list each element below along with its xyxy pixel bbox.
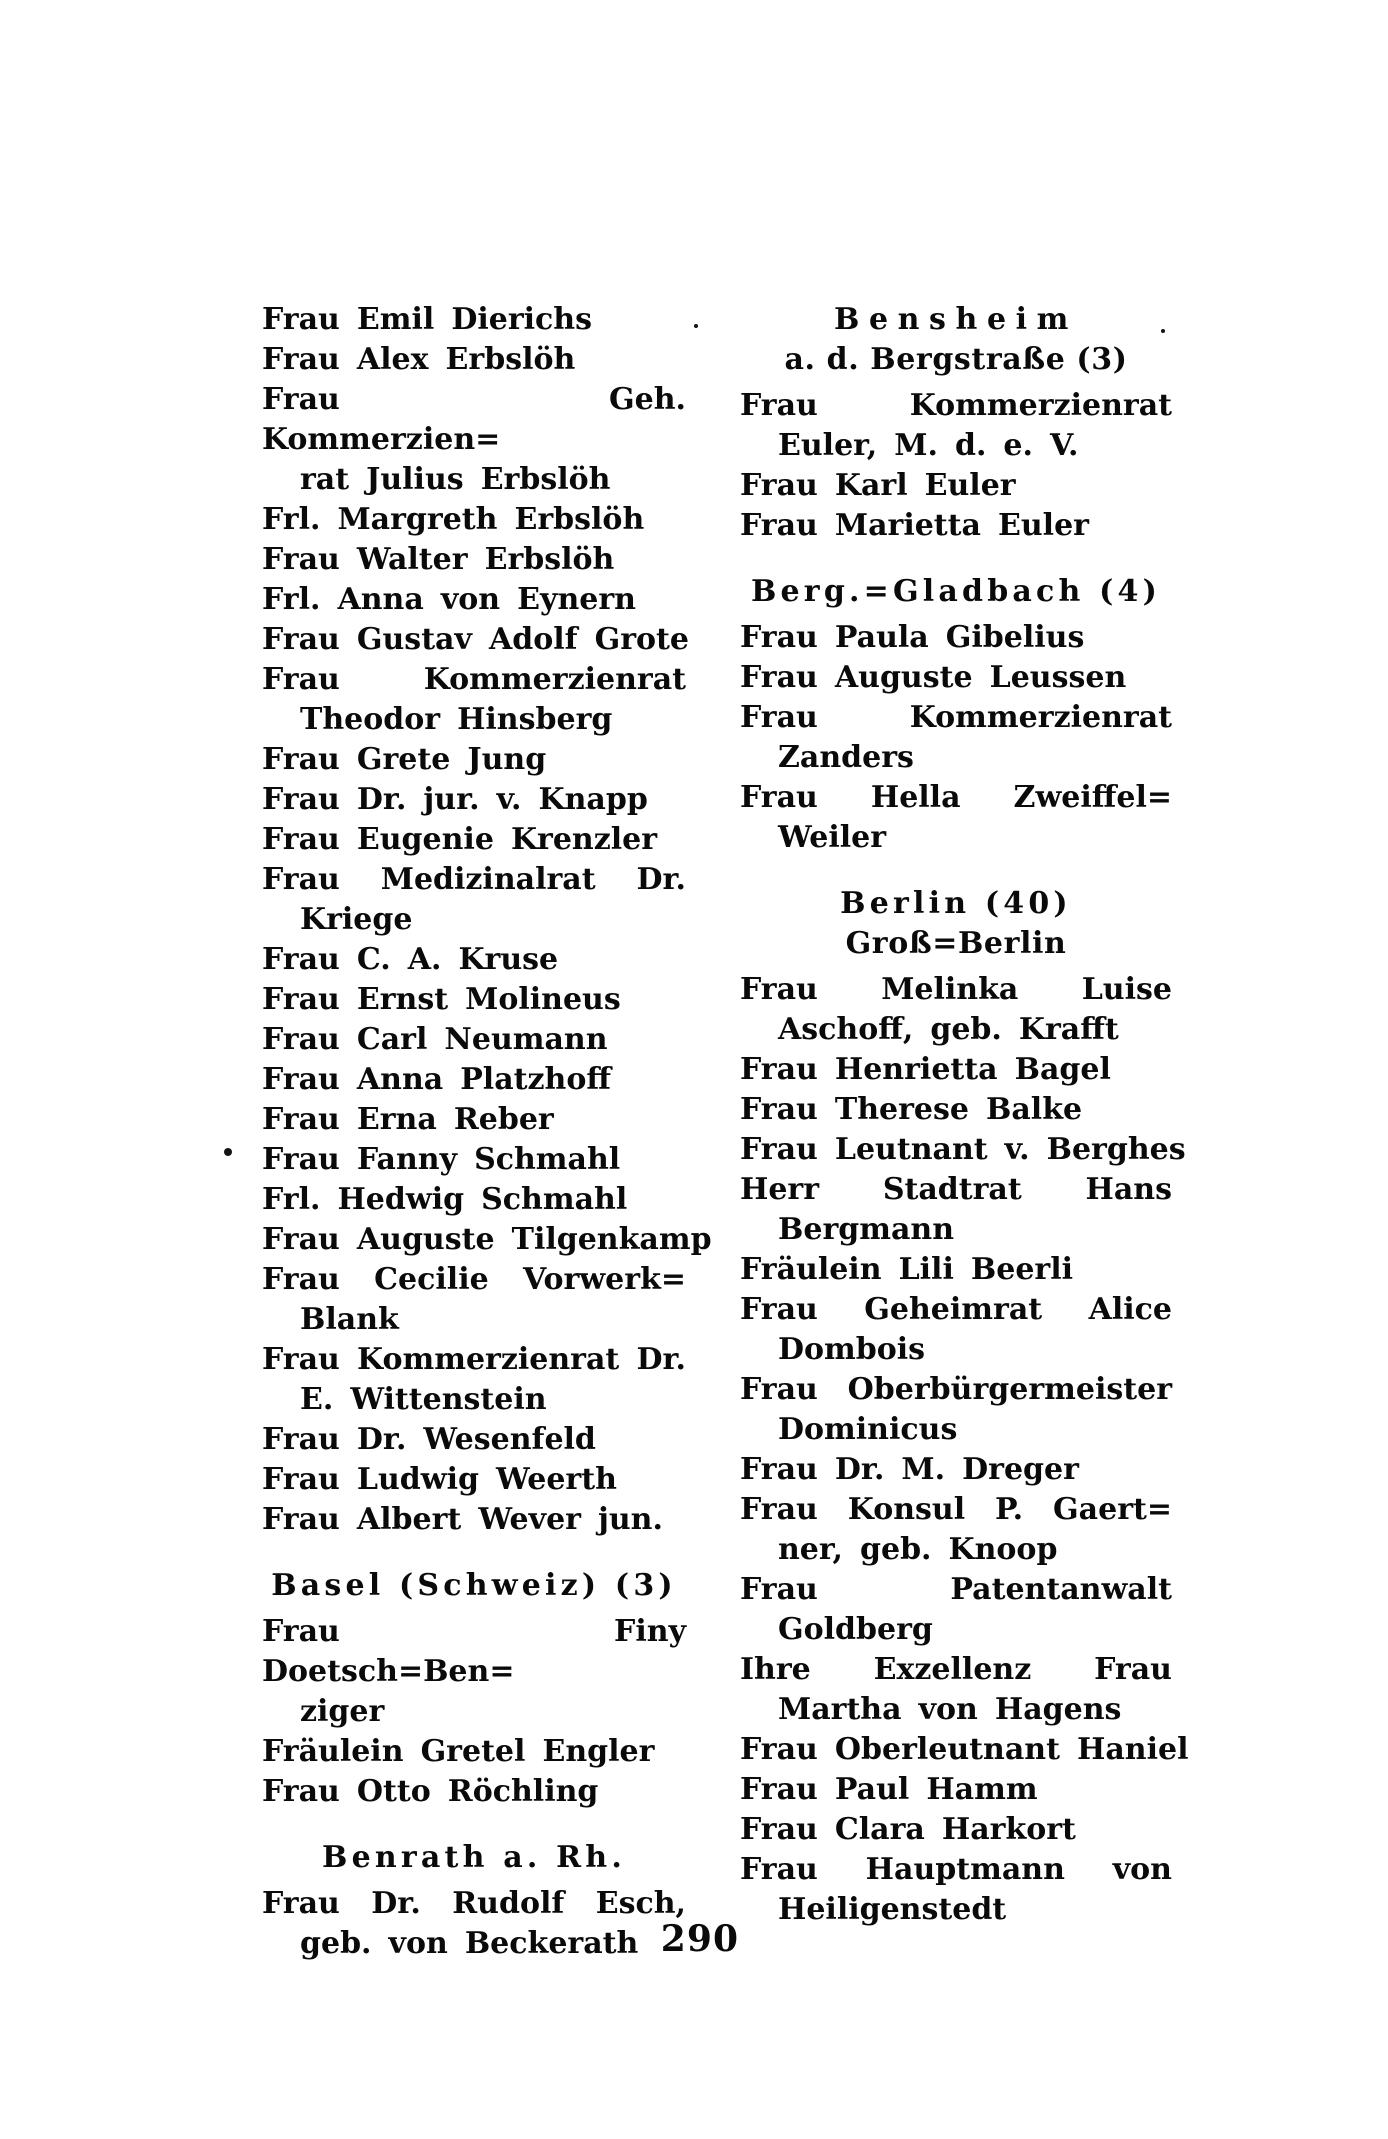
directory-column-right	[740, 300, 1189, 1930]
directory-entry	[262, 940, 686, 980]
directory-entry	[740, 1810, 1172, 1850]
entry-line: Frau Alex Erbslöh	[262, 342, 576, 377]
directory-entry	[740, 1290, 1172, 1370]
directory-entry	[740, 1050, 1172, 1090]
directory-entry	[262, 1732, 686, 1772]
directory-entry	[262, 1180, 686, 1220]
directory-entry	[262, 1772, 686, 1812]
directory-entry	[740, 1650, 1172, 1730]
directory-entry	[740, 1250, 1172, 1290]
entry-line: Fräulein Lili Beerli	[740, 1252, 1074, 1287]
entry-line: Frau Clara Harkort	[740, 1812, 1076, 1847]
entry-line: Frau Kommerzienrat Dr.	[262, 1342, 686, 1377]
entry-line: Martha von Hagens	[778, 1692, 1122, 1727]
entry-line: Frau Kommerzienrat	[740, 700, 1172, 735]
section-heading	[262, 1838, 686, 1878]
directory-entry	[262, 980, 686, 1020]
entry-line: Frau Ludwig Weerth	[262, 1462, 617, 1497]
entry-line: Frau Patentanwalt	[740, 1572, 1172, 1607]
entry-line: Frau Medizinalrat Dr.	[262, 862, 686, 897]
directory-entry	[740, 618, 1172, 658]
directory-entry	[262, 380, 686, 500]
entry-line: Weiler	[778, 820, 887, 855]
entry-line: Kriege	[300, 902, 413, 937]
directory-entry	[262, 1420, 686, 1460]
directory-entry	[262, 620, 689, 660]
entry-line: Frau C. A. Kruse	[262, 942, 559, 977]
directory-entry	[262, 820, 686, 860]
section-heading-title: Berg.=Gladbach (4)	[750, 574, 1162, 609]
entry-line: Frau Dr. Rudolf Esch,	[262, 1886, 686, 1921]
directory-entry	[740, 778, 1172, 858]
entry-line: Frau Oberleutnant Haniel	[740, 1732, 1189, 1767]
directory-entry	[740, 1130, 1186, 1170]
section-heading-title: Basel (Schweiz) (3)	[271, 1568, 677, 1603]
directory-entry	[262, 1460, 686, 1500]
entry-line: Frau Auguste Tilgenkamp	[262, 1222, 712, 1257]
entry-line: Frl. Hedwig Schmahl	[262, 1182, 628, 1217]
entry-line: Aschoff, geb. Krafft	[778, 1012, 1119, 1047]
entry-line: Frau Hauptmann von	[740, 1852, 1172, 1887]
directory-entry	[740, 506, 1172, 546]
entry-line: Heiligenstedt	[778, 1892, 1007, 1927]
entry-line: Frau Albert Wever jun.	[262, 1502, 663, 1537]
directory-entry	[740, 1730, 1189, 1770]
entry-line: Frau Finy Doetsch=Ben=	[262, 1614, 686, 1689]
entry-line: Frau Anna Platzhoff	[262, 1062, 611, 1097]
entry-line: Frau Eugenie Krenzler	[262, 822, 658, 857]
directory-entry	[262, 500, 686, 540]
entry-line: Frau Dr. Wesenfeld	[262, 1422, 596, 1457]
directory-entry	[262, 1140, 686, 1180]
directory-entry	[740, 1090, 1172, 1130]
section-heading	[262, 1566, 686, 1606]
directory-entry	[262, 1220, 712, 1260]
directory-entry	[740, 386, 1172, 466]
directory-entry	[740, 1570, 1172, 1650]
entry-line: ziger	[300, 1694, 385, 1729]
entry-line: Dominicus	[778, 1412, 958, 1447]
entry-line: Frau Leutnant v. Berghes	[740, 1132, 1186, 1167]
entry-line: ner, geb. Knoop	[778, 1532, 1058, 1567]
entry-line: Theodor Hinsberg	[300, 702, 613, 737]
directory-entry	[262, 1260, 686, 1340]
entry-line: Blank	[300, 1302, 399, 1337]
directory-entry	[262, 660, 686, 740]
entry-line: Frau Ernst Molineus	[262, 982, 621, 1017]
entry-line: Frl. Margreth Erbslöh	[262, 502, 645, 537]
directory-entry	[740, 466, 1172, 506]
entry-line: E. Wittenstein	[300, 1382, 547, 1417]
entry-line: Bergmann	[778, 1212, 955, 1247]
entry-line: rat Julius Erbslöh	[300, 462, 611, 497]
directory-entry	[740, 658, 1172, 698]
entry-line: geb. von Beckerath	[300, 1926, 639, 1961]
entry-line: Herr Stadtrat Hans	[740, 1172, 1172, 1207]
directory-entry	[262, 740, 686, 780]
directory-entry	[262, 860, 686, 940]
entry-line: Frl. Anna von Eynern	[262, 582, 636, 617]
entry-line: Frau Otto Röchling	[262, 1774, 599, 1809]
entry-line: Frau Kommerzienrat	[740, 388, 1172, 423]
entry-line: Frau Auguste Leussen	[740, 660, 1127, 695]
entry-line: Frau Therese Balke	[740, 1092, 1083, 1127]
entry-line: Frau Gustav Adolf Grote	[262, 622, 689, 657]
directory-entry	[262, 1612, 686, 1732]
directory-entry	[740, 1450, 1172, 1490]
entry-line: Frau Melinka Luise	[740, 972, 1172, 1007]
directory-entry	[262, 540, 686, 580]
ink-speck	[224, 1148, 232, 1156]
section-heading	[740, 300, 1172, 380]
directory-entry	[740, 1770, 1172, 1810]
entry-line: Goldberg	[778, 1612, 933, 1647]
entry-line: Frau Cecilie Vorwerk=	[262, 1262, 686, 1297]
entry-line: Frau Geh. Kommerzien=	[262, 382, 686, 457]
entry-line: Frau Karl Euler	[740, 468, 1016, 503]
entry-line: Frau Konsul P. Gaert=	[740, 1492, 1172, 1527]
directory-entry	[262, 1340, 686, 1420]
entry-line: Frau Kommerzienrat	[262, 662, 686, 697]
entry-line: Frau Oberbürgermeister	[740, 1372, 1172, 1407]
section-heading-subtitle: Groß=Berlin	[845, 926, 1067, 961]
entry-line: Frau Emil Dierichs	[262, 302, 592, 337]
entry-line: Frau Henrietta Bagel	[740, 1052, 1111, 1087]
entry-line: Frau Dr. jur. v. Knapp	[262, 782, 648, 817]
entry-line: Frau Geheimrat Alice	[740, 1292, 1172, 1327]
entry-line: Ihre Exzellenz Frau	[740, 1652, 1172, 1687]
directory-entry	[262, 1020, 686, 1060]
directory-entry	[740, 1370, 1172, 1450]
entry-line: Frau Paula Gibelius	[740, 620, 1085, 655]
section-heading-title: Bensheim	[834, 302, 1078, 337]
directory-entry	[262, 1060, 686, 1100]
directory-entry	[740, 1170, 1172, 1250]
entry-line: Frau Dr. M. Dreger	[740, 1452, 1079, 1487]
directory-entry	[740, 970, 1172, 1050]
ink-speck	[694, 324, 698, 328]
directory-entry	[262, 780, 686, 820]
entry-line: Fräulein Gretel Engler	[262, 1734, 655, 1769]
section-heading	[740, 572, 1172, 612]
section-heading-title: Benrath a. Rh.	[322, 1840, 626, 1875]
ink-speck	[1161, 329, 1165, 333]
directory-entry	[262, 1100, 686, 1140]
entry-line: Zanders	[778, 740, 914, 775]
section-heading-title: Berlin (40)	[840, 886, 1072, 921]
directory-entry	[262, 340, 686, 380]
entry-line: Frau Erna Reber	[262, 1102, 554, 1137]
entry-line: Dombois	[778, 1332, 926, 1367]
entry-line: Frau Walter Erbslöh	[262, 542, 615, 577]
section-heading-subtitle: a. d. Bergstraße (3)	[784, 342, 1128, 377]
entry-line: Frau Paul Hamm	[740, 1772, 1038, 1807]
entry-line: Frau Grete Jung	[262, 742, 547, 777]
section-heading	[740, 884, 1172, 964]
directory-entry	[262, 1500, 686, 1540]
directory-entry	[262, 300, 686, 340]
entry-line: Frau Marietta Euler	[740, 508, 1089, 543]
directory-entry	[740, 698, 1172, 778]
entry-line: Frau Carl Neumann	[262, 1022, 608, 1057]
entry-line: Frau Fanny Schmahl	[262, 1142, 621, 1177]
directory-entry	[262, 580, 686, 620]
page-number: 290	[660, 1918, 740, 1960]
directory-entry	[262, 1884, 686, 1964]
directory-entry	[740, 1850, 1172, 1930]
entry-line: Frau Hella Zweiffel=	[740, 780, 1172, 815]
directory-entry	[740, 1490, 1172, 1570]
entry-line: Euler, M. d. e. V.	[778, 428, 1079, 463]
